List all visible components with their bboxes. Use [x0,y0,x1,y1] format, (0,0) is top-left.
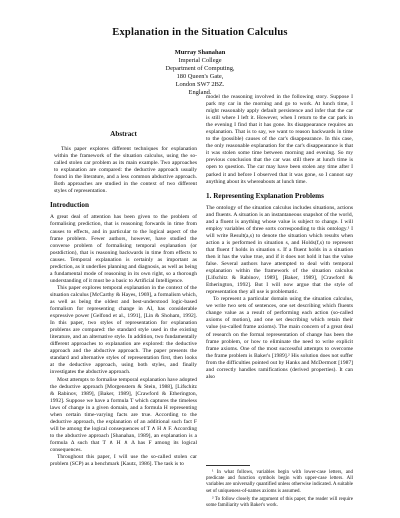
footnote: ² To follow closely the argument of this paper, the reader will require some familiarity with Baker's work. [206,496,353,509]
author-name: Murray Shanahan [174,49,226,56]
affiliation-line: Department of Computing, [165,65,235,72]
footnotes [206,465,353,511]
address-line: London SW7 2BZ. [175,81,225,88]
intro-paragraph: A great deal of attention has been given to the problem of formalising prediction, that is reasoning forwards in time from causes to effects, and in particular to the logical aspect of the frame problem. Fewer authors, however, have studied the converse problem of formalising temporal explanation (or postdiction), that is reasoning backwards in time from effects to causes. Temporal explanation is certainly as important as prediction, as it underlies planning and diagnosis, as well as being a fundamental mode of reasoning in its own right, so a thorough understanding of it must be a basic to Artificial Intelligence. [50,214,197,284]
address-line: 180 Queen's Gate, [176,73,224,80]
address-line: England. [188,89,212,96]
intro-paragraph: Most attempts to formalise temporal explanation have adopted the deductive approach [Morgenstern & Stein, 1988], [Lifschitz & Rabinov, 1989], [Baker, 1989], [Crawford & Etherington, 1992]. Suppose we have a formula T which captures the timeless laws of change in a given domain, and a formula H representing when certain time-varying facts are true. According to the deductive approach, the explanation of an additional such fact F will be among the logical consequences of T ∧ H ∧ F. According to the abductive approach [Shanahan, 1989], an explanation is a formula Δ such that T ∧ H ∧ Δ has F among its logical consequences. [50,376,197,453]
paper-title: Explanation in the Situation Calculus [112,27,288,38]
author-block [0,49,400,97]
body-paragraph: model the reasoning involved in the following story. Suppose I park my car in the morning and go to work. At lunch time, I might reasonably apply default persistence and infer that the car is still where I left it. However, when I return to the car park in the evening I find that it has gone. Its disappearance requires an explanation. That is to say, we want to reason backwards in time to the (possible) causes of the car's disappearance. In this case, the only reasonable explanation for the car's disappearance is that it was stolen some time between morning and evening. So my previous conclusion that the car was still there at lunch time is open to question. The car may have been stolen any time after I parked it and before I observed that it was gone, so I cannot say anything about its whereabouts at lunch time. [206,94,353,185]
right-column [206,94,353,381]
intro-paragraph: This paper explores temporal explanation in the context of the situation calculus [McCarthy & Hayes, 1969], a formalism which, as well as being the oldest and best-understood logic-based formalism for representing change in AI, has considerable expressive power [Gelfond et al., 1991], [Lin & Shoham, 1992]. In this paper, two styles of representation for explanation problems are compared: the standard style used in the existing literature, and an alternative style. In addition, two fundamentally different approaches to explanation are explored: the deductive approach and the abductive approach. The paper presents the standard and alternative styles of representation first, then looks at the deductive approach, using both styles, and finally investigates the abductive approach. [50,284,197,376]
section-paragraph: The ontology of the situation calculus includes situations, actions and fluents. A situation is an instantaneous snapshot of the world, and a fluent is anything whose value is subject to change. I will employ variables of three sorts corresponding to this ontology.¹ I will write Result(a,s) to denote the situation which results when action a is performed in situation s, and Holds(f,s) to represent that fluent f holds in situation s. If a fluent holds in a situation then it has the value true, and if it does not hold it has the value false. Several authors have attempted to deal with temporal explanation within the framework of the situation calculus [Lifschitz & Rabinov, 1989], [Baker, 1989], [Crawford & Etherington, 1992]. But I will now argue that the style of representation they all use is problematic. [206,204,353,296]
footnote-rule [206,465,250,466]
left-column [50,94,197,468]
section-paragraph: To represent a particular domain using the situation calculus, we write two sets of sentences, one set describing which fluents change value as a result of performing each action (so-called axioms of motion), and one set describing which retain their value (so-called frame axioms). The main concern of a great deal of research on the formal representation of change has been the frame problem, or how to eliminate the need to write explicit frame axioms. One of the most successful attempts to overcome the frame problem is Baker's [1989].² His solution does not suffer from the difficulties pointed out by Hanks and McDermott [1987] and correctly handles ramifications (derived properties). It can also [206,296,353,380]
abstract-heading: Abstract [110,130,137,138]
footnote: ¹ In what follows, variables begin with lower-case letters, and predicate and function symbols begin with upper-case letters. All variables are universally quantified unless otherwise indicated. A suitable set of uniqueness-of-names axioms is assumed. [206,470,353,494]
affiliation-line: Imperial College [178,57,222,64]
intro-paragraph: Throughout this paper, I will use the so-called stolen car problem (SCP) as a benchmark [Kautz, 1986]. The task is to [50,454,197,468]
introduction-heading: Introduction [50,201,90,210]
abstract-text: This paper explores different techniques for explanation within the framework of the situation calculus, using the so-called stolen car problem as its main example. Two approaches to explanation are compared: the deductive approach usually found in the literature, and a less common abductive approach. Both approaches are studied in the context of two different styles of representation. [54,146,197,195]
section-heading: 1. Representing Explanation Problems [206,191,324,200]
